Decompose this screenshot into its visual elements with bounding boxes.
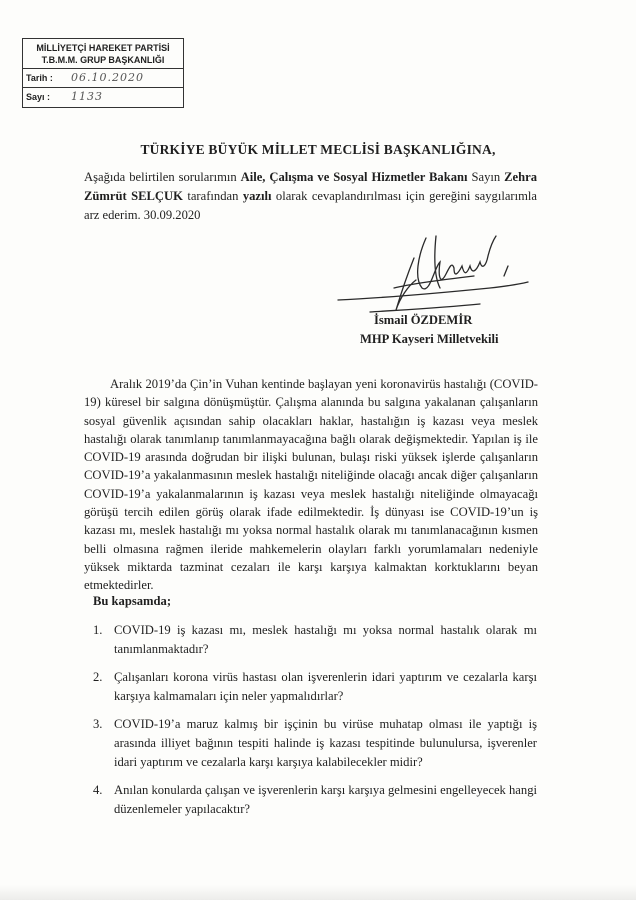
question-number: 4. <box>93 783 103 797</box>
stamp-org-line2: T.B.M.M. GRUP BAŞKANLIĞI <box>41 55 165 65</box>
signatory-title: MHP Kayseri Milletvekili <box>360 332 499 346</box>
stamp-date-value: 06.10.2020 <box>71 71 144 84</box>
intro-paragraph <box>84 168 537 225</box>
intro-written: yazılı <box>242 189 272 203</box>
signatory-name: İsmail ÖZDEMİR <box>374 313 473 327</box>
stamp-date-label: Tarih : <box>26 73 53 83</box>
questions-list <box>93 621 537 828</box>
intro-text-1: Aşağıda belirtilen sorularımın <box>84 170 241 184</box>
questions-heading: Bu kapsamda; <box>93 594 172 608</box>
intro-minister: Zehra Zümrüt SELÇUK <box>84 170 537 203</box>
question-number: 1. <box>93 623 103 637</box>
question-number: 3. <box>93 717 103 731</box>
stamp-org-line1: MİLLİYETÇİ HAREKET PARTİSİ <box>36 43 170 53</box>
question-text: Çalışanları korona virüs hastası olan işverenlerin idari yaptırım ve cezalarla karşı karşıya kalmamaları için neler yapmalıdırlar? <box>114 670 537 703</box>
intro-ministry: Aile, Çalışma ve Sosyal Hizmetler Bakanı <box>240 170 468 184</box>
question-text: COVID-19’a maruz kalmış bir işçinin bu virüse muhatap olması ile yaptığı iş arasında illiyet bağının tespiti halinde iş kazası tespitinde bulunulursa, işverenler idari yaptırım ve cezalarla karşı karşıya kalabilecekler midir? <box>114 717 537 769</box>
body-paragraph: Aralık 2019’da Çin’in Vuhan kentinde başlayan yeni koronavirüs hastalığı (COVID-19) küresel bir salgına dönüşmüştür. Çalışma alanında bu salgına yakalanan çalışanların sosyal güvenlik açısından sahip olacakları haklar, hastalığın iş kazası veya meslek hastalığı olarak tanımlanıp tanımlanmayacağına bağlı olarak değişmektedir. Yapılan iş ile COVID-19 arasında doğrudan bir ilişki bulunan, bulaşı riski yüksek işlerde çalışanların COVID-19’a yakalanmasının meslek hastalığı niteliğinde olacağı ancak diğer çalışanların COVID-19’a yakalanmalarının iş kazası veya meslek hastalığı niteliğinde olmayacağı görüşü tercih edilen görüş olarak ifade edilmektedir. İş dünyası ise COVID-19’un iş kazası mı, meslek hastalığı mı yoksa normal hastalık olarak mı tanımlanacağının kısmen belli olmasına rağmen ileride mahkemelerin olayları farklı yorumlamaları nedeniyle yüksek miktarda tazminat cezaları ile karşı karşıya kalmaktan korktuklarını beyan etmektedirler. <box>84 377 538 593</box>
question-text: COVID-19 iş kazası mı, meslek hastalığı mı yoksa normal hastalık olarak mı tanımlanmaktadır? <box>114 623 537 656</box>
question-text: Anılan konularda çalışan ve işverenlerin karşı karşıya gelmesini engelleyecek hangi düzenlemeler yapılacaktır? <box>114 783 537 816</box>
question-number: 2. <box>93 670 103 684</box>
question-item <box>93 668 537 706</box>
question-item <box>93 621 537 659</box>
stamp-date-row <box>23 69 183 88</box>
stamp-number-value: 1133 <box>71 90 103 103</box>
intro-text-2: Sayın <box>467 170 505 184</box>
question-item <box>93 715 537 772</box>
stamp-number-label: Sayı : <box>26 92 51 102</box>
handwritten-signature <box>330 228 530 320</box>
intro-text-4: olarak cevaplandırılması için gereğini saygılarımla arz ederim. 30.09.2020 <box>84 189 538 222</box>
document-heading: TÜRKİYE BÜYÜK MİLLET MECLİSİ BAŞKANLIĞINA, <box>140 142 496 157</box>
stamp-number-row <box>23 88 183 106</box>
scan-edge <box>0 885 636 900</box>
question-item <box>93 781 537 819</box>
stamp-header <box>23 39 183 69</box>
intro-text-3: tarafından <box>182 189 243 203</box>
party-stamp <box>22 38 184 108</box>
